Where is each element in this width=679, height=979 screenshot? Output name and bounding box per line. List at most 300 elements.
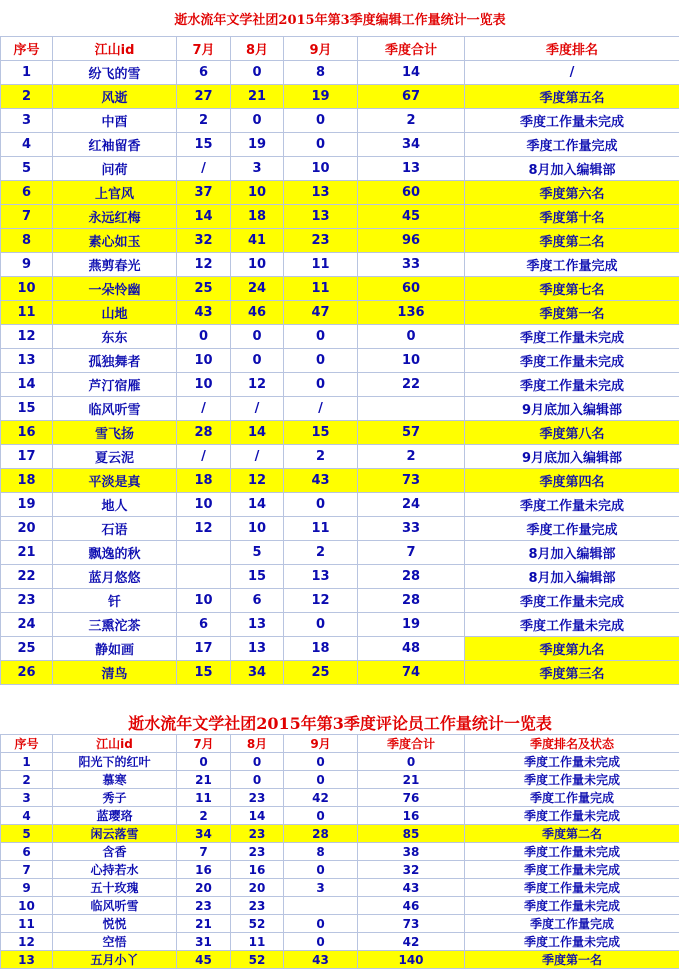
table-row	[1, 397, 679, 421]
id-cell: 山地	[53, 301, 177, 325]
table-row	[1, 789, 679, 807]
august-cell: 0	[231, 325, 284, 349]
september-cell: 0	[284, 373, 358, 397]
id-cell: 燕剪春光	[53, 253, 177, 277]
quarter-total-cell: 34	[358, 133, 465, 157]
september-cell: 8	[284, 843, 358, 861]
july-cell: /	[177, 445, 231, 469]
table-row	[1, 541, 679, 565]
index-cell: 3	[1, 789, 53, 807]
table-row	[1, 613, 679, 637]
quarter-total-cell: 76	[358, 789, 465, 807]
rank-cell: 9月底加入编辑部	[465, 445, 679, 469]
rank-cell: 8月加入编辑部	[465, 541, 679, 565]
column-header: 8月	[231, 735, 284, 753]
index-cell: 19	[1, 493, 53, 517]
september-cell: 23	[284, 229, 358, 253]
index-cell: 14	[1, 373, 53, 397]
column-header: 序号	[1, 735, 53, 753]
table-row	[1, 879, 679, 897]
august-cell: 0	[231, 109, 284, 133]
id-cell: 临风听雪	[53, 897, 177, 915]
index-cell: 12	[1, 933, 53, 951]
table-row	[1, 181, 679, 205]
september-cell: 0	[284, 109, 358, 133]
august-cell: 18	[231, 205, 284, 229]
rank-cell: 季度工作量完成	[465, 253, 679, 277]
july-cell: 34	[177, 825, 231, 843]
july-cell: 20	[177, 879, 231, 897]
quarter-total-cell: 60	[358, 181, 465, 205]
september-cell: 13	[284, 565, 358, 589]
rank-cell: 季度第二名	[465, 825, 679, 843]
index-cell: 18	[1, 469, 53, 493]
rank-cell: 季度工作量完成	[465, 133, 679, 157]
id-cell: 飘逸的秋	[53, 541, 177, 565]
september-cell: 43	[284, 469, 358, 493]
august-cell: 11	[231, 933, 284, 951]
quarter-total-cell: 7	[358, 541, 465, 565]
quarter-total-cell: 16	[358, 807, 465, 825]
index-cell: 5	[1, 157, 53, 181]
index-cell: 7	[1, 205, 53, 229]
august-cell: 20	[231, 879, 284, 897]
id-cell: 静如画	[53, 637, 177, 661]
august-cell: /	[231, 445, 284, 469]
rank-cell: 季度工作量未完成	[465, 933, 679, 951]
august-cell: 0	[231, 349, 284, 373]
july-cell: 31	[177, 933, 231, 951]
july-cell: 14	[177, 205, 231, 229]
quarter-total-cell: 28	[358, 565, 465, 589]
index-cell: 2	[1, 85, 53, 109]
rank-cell: 季度工作量未完成	[465, 807, 679, 825]
index-cell: 5	[1, 825, 53, 843]
quarter-total-cell: 33	[358, 517, 465, 541]
id-cell: 风逝	[53, 85, 177, 109]
table-row	[1, 445, 679, 469]
quarter-total-cell: 43	[358, 879, 465, 897]
july-cell: 10	[177, 373, 231, 397]
table-row	[1, 85, 679, 109]
september-cell: 43	[284, 951, 358, 969]
column-header: 江山id	[53, 37, 177, 61]
september-cell: 12	[284, 589, 358, 613]
index-cell: 13	[1, 951, 53, 969]
index-cell: 1	[1, 61, 53, 85]
quarter-total-cell: 48	[358, 637, 465, 661]
id-cell: 东东	[53, 325, 177, 349]
july-cell: 28	[177, 421, 231, 445]
table-row	[1, 915, 679, 933]
rank-cell: 季度第九名	[465, 637, 679, 661]
id-cell: 地人	[53, 493, 177, 517]
september-cell: 0	[284, 349, 358, 373]
id-cell: 孤独舞者	[53, 349, 177, 373]
quarter-total-cell: 67	[358, 85, 465, 109]
august-cell: 14	[231, 493, 284, 517]
july-cell: 21	[177, 915, 231, 933]
column-header: 9月	[284, 37, 358, 61]
rank-cell: 季度工作量完成	[465, 517, 679, 541]
august-cell: 3	[231, 157, 284, 181]
table-row	[1, 277, 679, 301]
july-cell: 2	[177, 109, 231, 133]
quarter-total-cell: 136	[358, 301, 465, 325]
index-cell: 21	[1, 541, 53, 565]
table-row	[1, 933, 679, 951]
table-row	[1, 493, 679, 517]
september-cell: 15	[284, 421, 358, 445]
column-header: 季度排名	[465, 37, 679, 61]
table-row	[1, 589, 679, 613]
july-cell: 0	[177, 325, 231, 349]
quarter-total-cell: 24	[358, 493, 465, 517]
rank-cell: 季度工作量未完成	[465, 613, 679, 637]
index-cell: 1	[1, 753, 53, 771]
september-cell: 13	[284, 181, 358, 205]
july-cell: 12	[177, 253, 231, 277]
id-cell: 上官风	[53, 181, 177, 205]
quarter-total-cell: 42	[358, 933, 465, 951]
table-row	[1, 421, 679, 445]
september-cell: 11	[284, 517, 358, 541]
index-cell: 10	[1, 277, 53, 301]
column-header: 8月	[231, 37, 284, 61]
september-cell: 0	[284, 613, 358, 637]
id-cell: 五十玫瑰	[53, 879, 177, 897]
id-cell: 慕寒	[53, 771, 177, 789]
quarter-total-cell: 73	[358, 915, 465, 933]
header-row	[1, 735, 679, 753]
july-cell: 17	[177, 637, 231, 661]
id-cell: 石语	[53, 517, 177, 541]
quarter-total-cell: 2	[358, 109, 465, 133]
rank-cell: 季度工作量未完成	[465, 879, 679, 897]
august-cell: 10	[231, 181, 284, 205]
index-cell: 24	[1, 613, 53, 637]
rank-cell: /	[465, 61, 679, 85]
rank-cell: 8月加入编辑部	[465, 565, 679, 589]
july-cell: 10	[177, 349, 231, 373]
index-cell: 6	[1, 181, 53, 205]
id-cell: 素心如玉	[53, 229, 177, 253]
index-cell: 10	[1, 897, 53, 915]
rank-cell: 季度工作量未完成	[465, 109, 679, 133]
quarter-total-cell: 38	[358, 843, 465, 861]
quarter-total-cell: 33	[358, 253, 465, 277]
table-row	[1, 517, 679, 541]
september-cell: /	[284, 397, 358, 421]
july-cell: 18	[177, 469, 231, 493]
august-cell: 13	[231, 637, 284, 661]
september-cell: 2	[284, 445, 358, 469]
august-cell: 52	[231, 915, 284, 933]
editor-table-title: 逝水流年文学社团2015年第3季度编辑工作量统计一览表	[174, 12, 506, 28]
table-row	[1, 565, 679, 589]
quarter-total-cell	[358, 397, 465, 421]
index-cell: 11	[1, 301, 53, 325]
column-header: 江山id	[53, 735, 177, 753]
september-cell: 0	[284, 933, 358, 951]
july-cell: 7	[177, 843, 231, 861]
rank-cell: 季度工作量未完成	[465, 325, 679, 349]
table-row	[1, 229, 679, 253]
index-cell: 17	[1, 445, 53, 469]
id-cell: 永远红梅	[53, 205, 177, 229]
august-cell: 15	[231, 565, 284, 589]
index-cell: 4	[1, 133, 53, 157]
id-cell: 阳光下的红叶	[53, 753, 177, 771]
july-cell: 10	[177, 493, 231, 517]
header-row	[1, 37, 679, 61]
september-cell: 0	[284, 771, 358, 789]
index-cell: 9	[1, 253, 53, 277]
rank-cell: 季度第八名	[465, 421, 679, 445]
index-cell: 20	[1, 517, 53, 541]
column-header: 季度合计	[358, 37, 465, 61]
rank-cell: 季度工作量完成	[465, 789, 679, 807]
september-cell: 8	[284, 61, 358, 85]
july-cell: 6	[177, 613, 231, 637]
august-cell: 10	[231, 517, 284, 541]
quarter-total-cell: 21	[358, 771, 465, 789]
quarter-total-cell: 96	[358, 229, 465, 253]
table-row	[1, 637, 679, 661]
column-header: 季度排名及状态	[465, 735, 679, 753]
august-cell: 14	[231, 807, 284, 825]
quarter-total-cell: 57	[358, 421, 465, 445]
table-row	[1, 301, 679, 325]
july-cell: 11	[177, 789, 231, 807]
august-cell: 0	[231, 753, 284, 771]
id-cell: 蓝璎珞	[53, 807, 177, 825]
rank-cell: 季度第七名	[465, 277, 679, 301]
id-cell: 钎	[53, 589, 177, 613]
commenter-table-title: 逝水流年文学社团2015年第3季度评论员工作量统计一览表	[128, 714, 552, 733]
rank-cell: 季度第一名	[465, 951, 679, 969]
quarter-total-cell: 85	[358, 825, 465, 843]
july-cell	[177, 541, 231, 565]
september-cell: 13	[284, 205, 358, 229]
column-header: 9月	[284, 735, 358, 753]
september-cell: 0	[284, 133, 358, 157]
index-cell: 3	[1, 109, 53, 133]
september-cell: 0	[284, 493, 358, 517]
august-cell: 10	[231, 253, 284, 277]
id-cell: 五月小丫	[53, 951, 177, 969]
july-cell: 10	[177, 589, 231, 613]
july-cell: 45	[177, 951, 231, 969]
index-cell: 15	[1, 397, 53, 421]
index-cell: 12	[1, 325, 53, 349]
table-row	[1, 807, 679, 825]
id-cell: 蓝月悠悠	[53, 565, 177, 589]
index-cell: 8	[1, 229, 53, 253]
september-cell: 18	[284, 637, 358, 661]
august-cell: 16	[231, 861, 284, 879]
august-cell: 12	[231, 373, 284, 397]
september-cell: 0	[284, 861, 358, 879]
august-cell: 34	[231, 661, 284, 685]
rank-cell: 8月加入编辑部	[465, 157, 679, 181]
august-cell: 24	[231, 277, 284, 301]
september-cell: 0	[284, 325, 358, 349]
index-cell: 25	[1, 637, 53, 661]
id-cell: 空悟	[53, 933, 177, 951]
column-header: 序号	[1, 37, 53, 61]
id-cell: 中酉	[53, 109, 177, 133]
rank-cell: 季度第一名	[465, 301, 679, 325]
august-cell: 46	[231, 301, 284, 325]
id-cell: 临风听雪	[53, 397, 177, 421]
id-cell: 雪飞扬	[53, 421, 177, 445]
august-cell: 5	[231, 541, 284, 565]
table-row	[1, 253, 679, 277]
july-cell	[177, 565, 231, 589]
quarter-total-cell: 32	[358, 861, 465, 879]
index-cell: 23	[1, 589, 53, 613]
quarter-total-cell: 74	[358, 661, 465, 685]
quarter-total-cell: 19	[358, 613, 465, 637]
id-cell: 悦悦	[53, 915, 177, 933]
quarter-total-cell: 46	[358, 897, 465, 915]
july-cell: 15	[177, 661, 231, 685]
september-cell: 19	[284, 85, 358, 109]
index-cell: 13	[1, 349, 53, 373]
rank-cell: 季度第六名	[465, 181, 679, 205]
july-cell: 2	[177, 807, 231, 825]
july-cell: 25	[177, 277, 231, 301]
table-row	[1, 109, 679, 133]
quarter-total-cell: 2	[358, 445, 465, 469]
august-cell: 0	[231, 61, 284, 85]
july-cell: 21	[177, 771, 231, 789]
july-cell: 12	[177, 517, 231, 541]
id-cell: 平淡是真	[53, 469, 177, 493]
rank-cell: 季度工作量未完成	[465, 589, 679, 613]
column-header: 7月	[177, 37, 231, 61]
rank-cell: 季度工作量完成	[465, 915, 679, 933]
table-row	[1, 661, 679, 685]
august-cell: 19	[231, 133, 284, 157]
july-cell: 16	[177, 861, 231, 879]
rank-cell: 季度第四名	[465, 469, 679, 493]
index-cell: 9	[1, 879, 53, 897]
rank-cell: 季度工作量未完成	[465, 861, 679, 879]
august-cell: 52	[231, 951, 284, 969]
rank-cell: 季度第二名	[465, 229, 679, 253]
august-cell: 23	[231, 897, 284, 915]
rank-cell: 9月底加入编辑部	[465, 397, 679, 421]
july-cell: 23	[177, 897, 231, 915]
august-cell: 13	[231, 613, 284, 637]
july-cell: /	[177, 397, 231, 421]
july-cell: 27	[177, 85, 231, 109]
september-cell: 2	[284, 541, 358, 565]
table-row	[1, 349, 679, 373]
september-cell	[284, 897, 358, 915]
id-cell: 闲云落雪	[53, 825, 177, 843]
id-cell: 夏云泥	[53, 445, 177, 469]
august-cell: 0	[231, 771, 284, 789]
rank-cell: 季度工作量未完成	[465, 493, 679, 517]
index-cell: 4	[1, 807, 53, 825]
rank-cell: 季度第五名	[465, 85, 679, 109]
rank-cell: 季度工作量未完成	[465, 897, 679, 915]
table-row	[1, 753, 679, 771]
table-row	[1, 951, 679, 969]
id-cell: 清鸟	[53, 661, 177, 685]
august-cell: 21	[231, 85, 284, 109]
index-cell: 22	[1, 565, 53, 589]
august-cell: 14	[231, 421, 284, 445]
august-cell: 23	[231, 843, 284, 861]
id-cell: 红袖留香	[53, 133, 177, 157]
rank-cell: 季度工作量未完成	[465, 753, 679, 771]
table-row	[1, 325, 679, 349]
september-cell: 11	[284, 277, 358, 301]
august-cell: /	[231, 397, 284, 421]
id-cell: 芦汀宿雁	[53, 373, 177, 397]
table-row	[1, 61, 679, 85]
quarter-total-cell: 0	[358, 753, 465, 771]
table-row	[1, 843, 679, 861]
quarter-total-cell: 13	[358, 157, 465, 181]
rank-cell: 季度工作量未完成	[465, 843, 679, 861]
rank-cell: 季度工作量未完成	[465, 349, 679, 373]
quarter-total-cell: 60	[358, 277, 465, 301]
id-cell: 纷飞的雪	[53, 61, 177, 85]
index-cell: 16	[1, 421, 53, 445]
table-row	[1, 373, 679, 397]
quarter-total-cell: 22	[358, 373, 465, 397]
september-cell: 10	[284, 157, 358, 181]
august-cell: 23	[231, 825, 284, 843]
index-cell: 7	[1, 861, 53, 879]
id-cell: 三熏沱茶	[53, 613, 177, 637]
quarter-total-cell: 140	[358, 951, 465, 969]
september-cell: 25	[284, 661, 358, 685]
september-cell: 42	[284, 789, 358, 807]
id-cell: 一朵怜幽	[53, 277, 177, 301]
july-cell: 15	[177, 133, 231, 157]
quarter-total-cell: 45	[358, 205, 465, 229]
july-cell: 32	[177, 229, 231, 253]
index-cell: 2	[1, 771, 53, 789]
commenter-workload-table	[0, 711, 679, 969]
july-cell: 0	[177, 753, 231, 771]
september-cell: 0	[284, 753, 358, 771]
quarter-total-cell: 73	[358, 469, 465, 493]
september-cell: 0	[284, 807, 358, 825]
august-cell: 23	[231, 789, 284, 807]
quarter-total-cell: 10	[358, 349, 465, 373]
rank-cell: 季度工作量未完成	[465, 373, 679, 397]
index-cell: 6	[1, 843, 53, 861]
september-cell: 0	[284, 915, 358, 933]
table-row	[1, 861, 679, 879]
july-cell: 37	[177, 181, 231, 205]
id-cell: 问荷	[53, 157, 177, 181]
august-cell: 6	[231, 589, 284, 613]
september-cell: 11	[284, 253, 358, 277]
july-cell: 6	[177, 61, 231, 85]
july-cell: 43	[177, 301, 231, 325]
column-header: 7月	[177, 735, 231, 753]
quarter-total-cell: 28	[358, 589, 465, 613]
column-header: 季度合计	[358, 735, 465, 753]
